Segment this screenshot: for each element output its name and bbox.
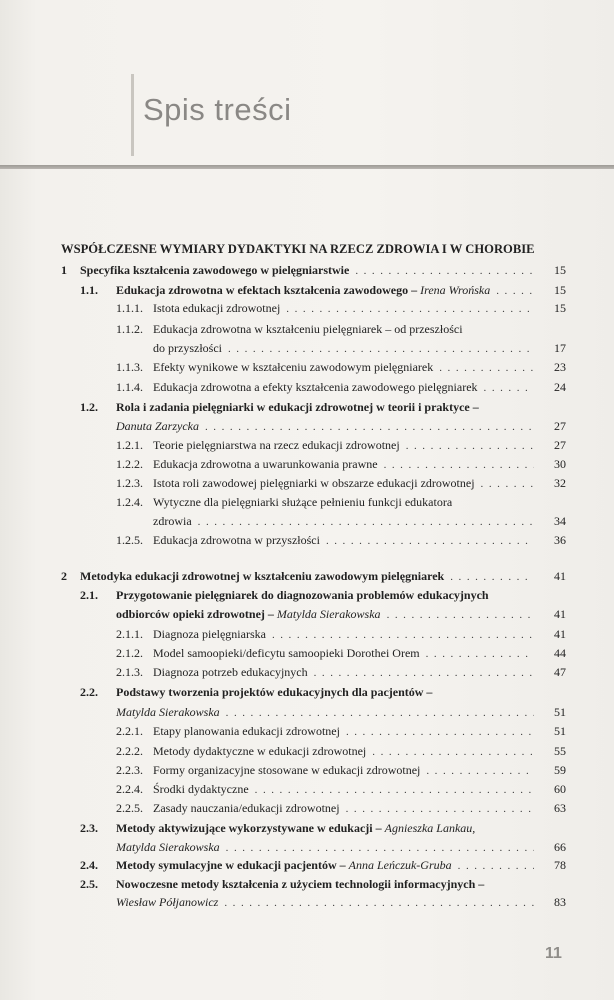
toc-entry: [116, 704, 566, 721]
toc-entry-text: Istota edukacji zdrowotnej: [153, 301, 281, 315]
toc-entry-title: [116, 820, 566, 836]
toc-entry-title: [116, 282, 490, 298]
toc-leader-dots: [372, 744, 534, 760]
toc-entry-title: [116, 704, 220, 720]
toc-entry-text: Etapy planowania edukacji zdrowotnej: [153, 724, 340, 738]
toc-entry-page: 55: [554, 744, 566, 758]
toc-entry-text: Nowoczesne metody kształcenia z użyciem technologii informacyjnych –: [116, 877, 485, 891]
toc-leader-dots: [481, 476, 534, 492]
toc-leader-dots: [226, 705, 534, 721]
toc-entry-page: 36: [554, 533, 566, 547]
toc-leader-dots: [224, 895, 534, 911]
toc-entry-title: [153, 359, 433, 375]
toc-leader-dots: [450, 569, 534, 585]
toc-entry-title: [80, 568, 444, 584]
page-number: 11: [545, 945, 562, 962]
toc-entry-text: Edukacja zdrowotna w przyszłości: [153, 533, 320, 547]
toc-entry-number: 2.2.1.: [116, 724, 143, 738]
toc-entry-page: 23: [554, 360, 566, 374]
toc-entry-number: 2.2.: [80, 685, 98, 699]
toc-entry-text: Specyfika kształcenia zawodowego w pielęgniarstwie: [80, 263, 350, 277]
toc-entry: [116, 532, 566, 549]
toc-entry-text: Przygotowanie pielęgniarek do diagnozowania problemów edukacyjnych: [116, 588, 489, 602]
toc-entry-page: 51: [554, 724, 566, 738]
toc-entry-author: Danuta Zarzycka: [116, 419, 199, 433]
toc-entry: [116, 645, 566, 662]
toc-leader-dots: [326, 533, 534, 549]
toc-entry-author: Matylda Sierakowska: [276, 607, 381, 621]
toc-entry-text: Diagnoza pielęgniarska: [153, 627, 266, 641]
toc-entry: [116, 359, 566, 376]
toc-entry: [116, 894, 566, 911]
toc-entry: [116, 475, 566, 492]
toc-entry-text: Formy organizacyjne stosowane w edukacji zdrowotnej: [153, 763, 421, 777]
toc-leader-dots: [205, 419, 534, 435]
toc-entry: [116, 839, 566, 856]
toc-entry: [116, 800, 566, 817]
toc-entry-text: Metody symulacyjne w edukacji pacjentów –: [116, 858, 349, 872]
toc-entry-title: [153, 645, 420, 661]
toc-entry-number: 2.1.: [80, 588, 98, 602]
toc-leader-dots: [426, 763, 534, 779]
toc-entry-title: [116, 399, 566, 415]
toc-entry-number: 2.2.4.: [116, 782, 143, 796]
title-accent-bar: [131, 74, 134, 156]
toc-entry-title: [153, 494, 566, 510]
toc-leader-dots: [346, 724, 534, 740]
toc-entry-text: Efekty wynikowe w kształceniu zawodowym pielęgniarek: [153, 360, 434, 374]
toc-entry-author: Agnieszka Lankau,: [384, 821, 476, 835]
toc-entry: [80, 282, 566, 299]
header-rule: [0, 165, 614, 169]
toc-leader-dots: [255, 782, 534, 798]
toc-leader-dots: [286, 301, 534, 317]
toc-entry: [116, 321, 566, 337]
toc-entry-title: [116, 839, 220, 855]
toc-entry-text: Metody aktywizujące wykorzystywane w edukacji –: [116, 821, 385, 835]
toc-entry-title: [116, 857, 452, 873]
toc-entry-number: 2.2.3.: [116, 763, 143, 777]
toc-entry-page: 24: [554, 380, 566, 394]
toc-entry-page: 17: [554, 341, 566, 355]
toc-entry: [61, 262, 566, 279]
section-heading: WSPÓŁCZESNE WYMIARY DYDAKTYKI NA RZECZ ZDROWIA I W CHOROBIE: [61, 242, 535, 256]
toc-entry-page: 32: [554, 476, 566, 490]
toc-entry-text: Edukacja zdrowotna w kształceniu pielęgniarek – od przeszłości: [153, 322, 463, 336]
toc-entry-page: 41: [554, 569, 566, 583]
toc-leader-dots: [314, 665, 534, 681]
toc-entry-title: [116, 894, 218, 910]
toc-leader-dots: [387, 607, 534, 623]
toc-entry-author: Matylda Sierakowska: [116, 705, 220, 719]
toc-entry: [80, 399, 566, 415]
toc-leader-dots: [406, 438, 534, 454]
toc-entry-title: [153, 475, 475, 491]
toc-leader-dots: [226, 840, 534, 856]
toc-entry: [116, 437, 566, 454]
toc-entry-page: 59: [554, 763, 566, 777]
toc-entry-page: 63: [554, 801, 566, 815]
toc-entry-number: 2.2.2.: [116, 744, 143, 758]
toc-entry-number: 2.1.3.: [116, 665, 143, 679]
toc-entry-title: [153, 532, 320, 548]
toc-entry: [80, 684, 566, 700]
toc-entry-text: Edukacja zdrowotna w efektach kształcenia zawodowego –: [116, 283, 421, 297]
toc-entry-page: 15: [554, 301, 566, 315]
toc-entry-title: [153, 781, 249, 797]
toc-entry-title: [116, 418, 199, 434]
toc-entry-author: Irena Wrońska: [420, 283, 491, 297]
page-title: Spis treści: [143, 92, 292, 127]
toc-entry-text: Metodyka edukacji zdrowotnej w kształceniu zawodowym pielęgniarek: [80, 569, 445, 583]
toc-entry-page: 27: [554, 438, 566, 452]
toc-entry-title: [153, 626, 266, 642]
toc-entry-title: [153, 379, 478, 395]
toc-entry-author: Matylda Sierakowska: [116, 840, 220, 854]
toc-entry: [116, 723, 566, 740]
toc-entry-title: [153, 437, 400, 453]
toc-entry-text: zdrowia: [153, 514, 192, 528]
toc-entry-number: 1.1.3.: [116, 360, 143, 374]
toc-entry-page: 60: [554, 782, 566, 796]
toc-entry-page: 15: [554, 263, 566, 277]
toc-entry-page: 34: [554, 514, 566, 528]
toc-entry-number: 2.4.: [80, 858, 98, 872]
toc-entry: [80, 857, 566, 874]
toc-entry-page: 41: [554, 607, 566, 621]
toc-entry-title: [153, 340, 222, 356]
toc-entry-text: Teorie pielęgniarstwa na rzecz edukacji zdrowotnej: [153, 438, 400, 452]
toc-entry-text: Model samoopieki/deficytu samoopieki Dorothei Orem: [153, 646, 420, 660]
toc-entry-number: 1.1.2.: [116, 322, 143, 336]
toc-entry-text: Podstawy tworzenia projektów edukacyjnych dla pacjentów –: [116, 685, 433, 699]
toc-entry-title: [153, 300, 280, 316]
toc-entry: [116, 456, 566, 473]
toc-entry: [116, 626, 566, 643]
toc-entry-number: 1: [61, 263, 67, 277]
toc-entry-number: 1.1.: [80, 283, 98, 297]
toc-entry-author: Anna Leńczuk-Gruba: [348, 858, 452, 872]
toc-entry-title: [116, 876, 566, 892]
toc-leader-dots: [272, 627, 534, 643]
toc-entry: [116, 664, 566, 681]
toc-entry-title: [153, 513, 192, 529]
toc-entry: [116, 494, 566, 510]
toc-leader-dots: [384, 457, 534, 473]
toc-leader-dots: [439, 360, 534, 376]
toc-entry: [116, 379, 566, 396]
toc-entry-number: 1.1.4.: [116, 380, 143, 394]
toc-entry-number: 2.5.: [80, 877, 98, 891]
toc-entry-page: 41: [554, 627, 566, 641]
toc-entry-title: [153, 321, 566, 337]
toc-entry-number: 1.2.4.: [116, 495, 143, 509]
toc-entry-title: [116, 684, 566, 700]
toc-entry-text: Środki dydaktyczne: [153, 782, 249, 796]
toc-entry-number: 2: [61, 569, 67, 583]
toc-entry-text: Rola i zadania pielęgniarki w edukacji zdrowotnej w teorii i praktyce –: [116, 400, 479, 414]
toc-entry-number: 2.1.2.: [116, 646, 143, 660]
toc-entry: [116, 743, 566, 760]
toc-entry-text: Edukacja zdrowotna a efekty kształcenia zawodowego pielęgniarek: [153, 380, 478, 394]
toc-entry-number: 1.2.1.: [116, 438, 143, 452]
toc-entry-text: Wytyczne dla pielęgniarki służące pełnieniu funkcji edukatora: [153, 495, 453, 509]
toc-entry-title: [116, 606, 381, 622]
toc-entry-number: 1.1.1.: [116, 301, 143, 315]
toc-entry-page: 83: [554, 895, 566, 909]
toc-entry: [116, 300, 566, 317]
toc-entry-text: odbiorców opieki zdrowotnej –: [116, 607, 277, 621]
toc-entry: [61, 568, 566, 585]
toc-entry-page: 78: [554, 858, 566, 872]
toc-entry-title: [153, 723, 340, 739]
toc-entry-text: Metody dydaktyczne w edukacji zdrowotnej: [153, 744, 367, 758]
toc-entry-page: 44: [554, 646, 566, 660]
toc-entry-page: 66: [554, 840, 566, 854]
toc-entry-text: Istota roli zawodowej pielęgniarki w obszarze edukacji zdrowotnej: [153, 476, 475, 490]
toc-entry-number: 1.2.2.: [116, 457, 143, 471]
toc-entry: [153, 513, 566, 530]
toc-entry-page: 51: [554, 705, 566, 719]
toc-entry: [116, 781, 566, 798]
toc-entry: [116, 606, 566, 623]
toc-entry-title: [153, 800, 340, 816]
toc-entry-text: Zasady nauczania/edukacji zdrowotnej: [153, 801, 340, 815]
toc-entry: [116, 762, 566, 779]
toc-entry-page: 15: [554, 283, 566, 297]
toc-entry-number: 2.1.1.: [116, 627, 143, 641]
toc-entry-title: [153, 664, 308, 680]
toc-entry-page: 30: [554, 457, 566, 471]
toc-entry: [116, 418, 566, 435]
toc-leader-dots: [426, 646, 534, 662]
toc-entry-title: [153, 743, 366, 759]
toc-leader-dots: [496, 283, 534, 299]
toc-leader-dots: [458, 858, 534, 874]
toc-entry-number: 1.2.3.: [116, 476, 143, 490]
toc-entry-text: Edukacja zdrowotna a uwarunkowania prawne: [153, 457, 378, 471]
toc-entry-number: 1.2.: [80, 400, 98, 414]
toc-leader-dots: [484, 380, 534, 396]
toc-entry-title: [80, 262, 349, 278]
toc-entry-number: 1.2.5.: [116, 533, 143, 547]
toc-entry-author: Wiesław Półjanowicz: [116, 895, 219, 909]
toc-leader-dots: [355, 263, 534, 279]
toc-leader-dots: [198, 514, 534, 530]
toc-entry: [80, 876, 566, 892]
toc-entry-text: Diagnoza potrzeb edukacyjnych: [153, 665, 308, 679]
toc-entry: [153, 340, 566, 357]
toc-entry-title: [153, 762, 420, 778]
toc-entry-number: 2.3.: [80, 821, 98, 835]
toc-entry-page: 27: [554, 419, 566, 433]
toc-entry-page: 47: [554, 665, 566, 679]
toc-entry-title: [153, 456, 378, 472]
toc-leader-dots: [346, 801, 534, 817]
toc-entry-number: 2.2.5.: [116, 801, 143, 815]
toc-leader-dots: [228, 341, 534, 357]
toc-entry-text: do przyszłości: [153, 341, 222, 355]
toc-entry: [80, 820, 566, 836]
toc-entry-title: [116, 587, 566, 603]
toc-entry: [80, 587, 566, 603]
